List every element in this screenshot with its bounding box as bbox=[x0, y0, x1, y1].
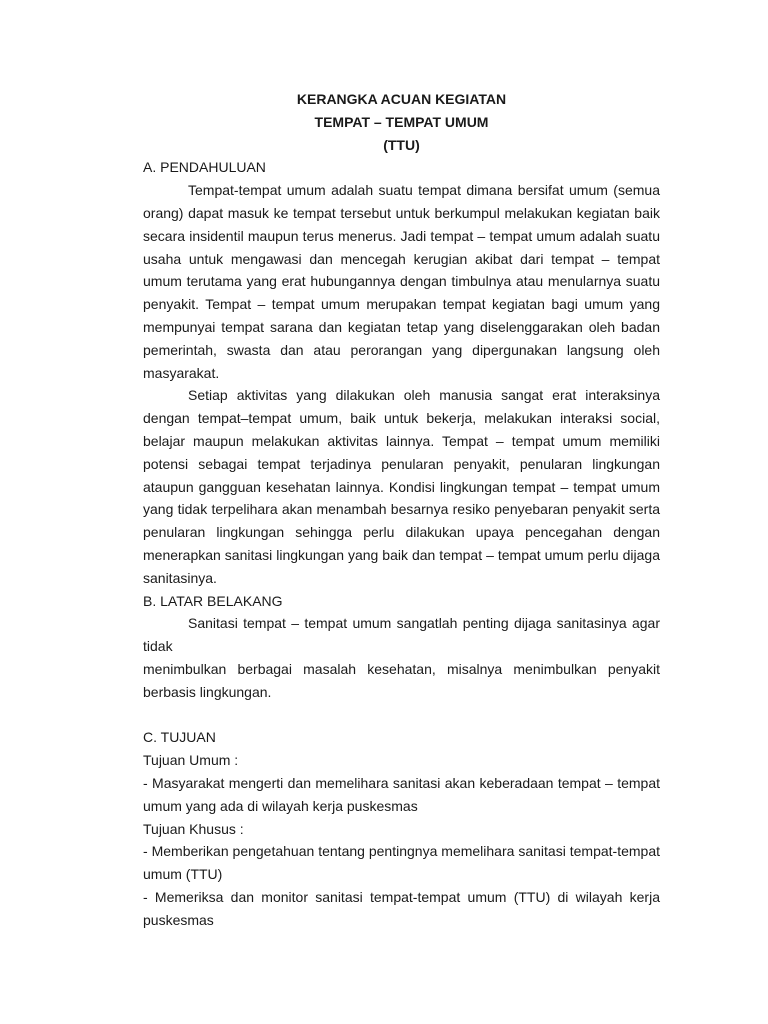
pendahuluan-paragraph-2: Setiap aktivitas yang dilakukan oleh manusia sangat erat interaksinya dengan tempat–tempat umum, baik untuk bekerja, melakukan interaksi social, belajar maupun melakukan aktivitas lainnya. Tempat – tempat umum memiliki potensi sebagai tempat terjadinya penularan penyakit, penularan lingkungan ataupun gangguan kesehatan lainnya. Kondisi lingkungan tempat – tempat umum yang tidak terpelihara akan menambah besarnya resiko penyebaran penyakit serta penularan lingkungan sehingga perlu dilakukan upaya pencegahan dengan menerapkan sanitasi lingkungan yang baik dan tempat – tempat umum perlu dijaga sanitasinya. bbox=[143, 387, 660, 586]
tujuan-umum-item: - Masyarakat mengerti dan memelihara sanitasi akan keberadaan tempat – tempat umum yang ada di wilayah kerja puskesmas bbox=[143, 774, 660, 814]
tujuan-khusus-label: Tujuan Khusus : bbox=[143, 820, 244, 837]
document-title-line-2: TEMPAT – TEMPAT UMUM bbox=[314, 113, 489, 130]
section-spacer bbox=[143, 704, 660, 727]
section-heading-latar-belakang: B. LATAR BELAKANG bbox=[143, 592, 283, 609]
tujuan-khusus-item: - Memberikan pengetahuan tentang pentingnya memelihara sanitasi tempat-tempat umum (TTU) bbox=[143, 843, 660, 883]
document-body bbox=[143, 88, 660, 931]
latar-belakang-paragraph-2: menimbulkan berbagai masalah kesehatan, misalnya menimbulkan penyakit berbasis lingkungan. bbox=[143, 660, 660, 700]
tujuan-khusus-item: - Memeriksa dan monitor sanitasi tempat-tempat umum (TTU) di wilayah kerja puskesmas bbox=[143, 888, 660, 928]
latar-belakang-paragraph-1: Sanitasi tempat – tempat umum sangatlah penting dijaga sanitasinya agar tidak bbox=[143, 615, 660, 655]
pendahuluan-paragraph-1: Tempat-tempat umum adalah suatu tempat dimana bersifat umum (semua orang) dapat masuk ke tempat tersebut untuk berkumpul melakukan kegiatan baik secara insidentil maupun terus menerus. Jadi tempat – tempat umum adalah suatu usaha untuk mengawasi dan mencegah kerugian akibat dari tempat – tempat umum terutama yang erat hubungannya dengan timbulnya atau menularnya suatu penyakit. Tempat – tempat umum merupakan tempat kegiatan bagi umum yang mempunyai tempat sarana dan kegiatan tetap yang diselenggarakan oleh badan pemerintah, swasta dan atau perorangan yang dipergunakan langsung oleh masyarakat. bbox=[143, 182, 660, 381]
document-title-line-3: (TTU) bbox=[383, 136, 420, 153]
section-heading-tujuan: C. TUJUAN bbox=[143, 729, 216, 746]
tujuan-umum-label: Tujuan Umum : bbox=[143, 752, 239, 769]
document-title-line-1: KERANGKA ACUAN KEGIATAN bbox=[296, 91, 507, 107]
section-heading-pendahuluan: A. PENDAHULUAN bbox=[143, 159, 266, 176]
